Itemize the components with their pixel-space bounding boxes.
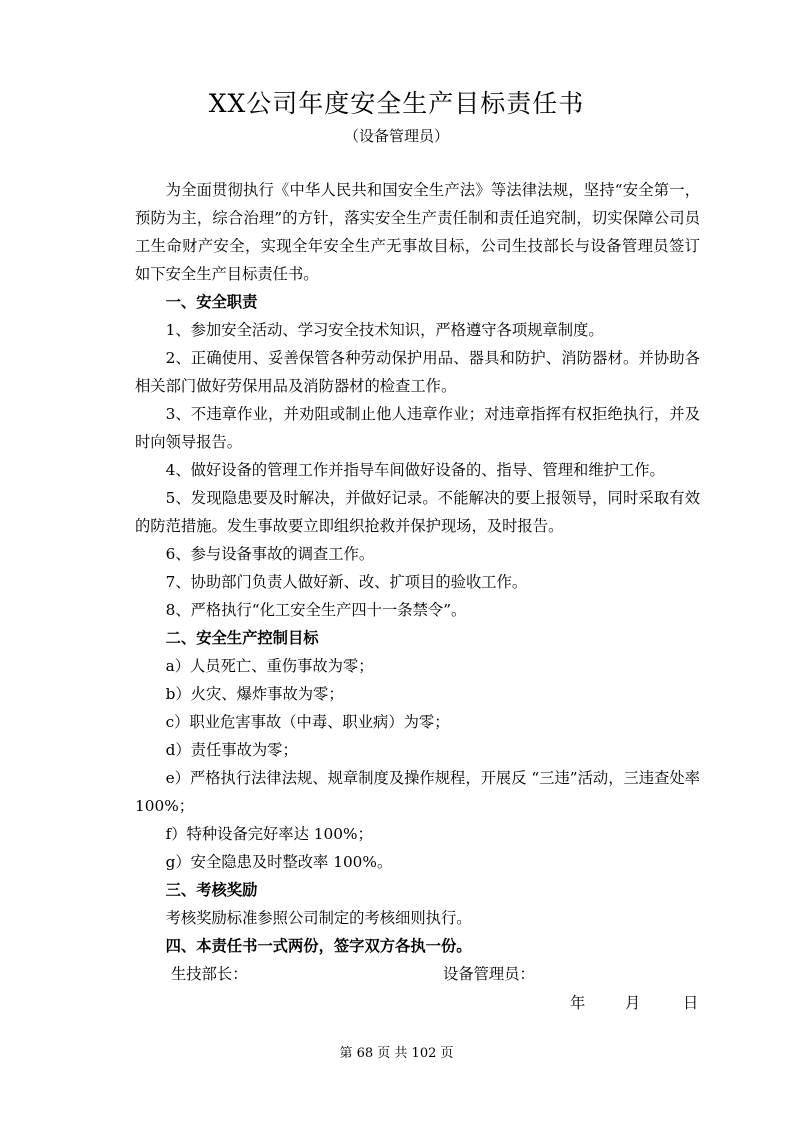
intro-paragraph: 为全面贯彻执行《中华人民共和国安全生产法》等法律法规，坚持“安全第一，预防为主，综合治理”的方针，落实安全生产责任制和责任追究制，切实保障公司员工生命财产安全，实现全年安全生产无事故目标，公司生技部长与设备管理员签订如下安全生产目标责任书。: [135, 181, 700, 283]
section-heading-targets: 二、安全生产控制目标: [165, 629, 319, 647]
duty-item: 1、参加安全活动、学习安全技术知识，严格遵守各项规章制度。: [165, 321, 604, 339]
section-heading-duties: 一、安全职责: [165, 293, 258, 311]
target-item: g）安全隐患及时整改率 100%。: [165, 853, 393, 871]
date-year-label: 年: [570, 994, 586, 1012]
duty-item: 2、正确使用、妥善保管各种劳动保护用品、器具和防护、消防器材。并协助各相关部门做好劳保用品及消防器材的检查工作。: [135, 349, 700, 395]
duty-item: 5、发现隐患要及时解决，并做好记录。不能解决的要上报领导，同时采取有效的防范措施。发生事故要立即组织抢救并保护现场，及时报告。: [135, 489, 700, 535]
section-heading-rewards: 三、考核奖励: [165, 881, 258, 899]
signature-right-label: 设备管理员：: [443, 965, 535, 983]
duty-item: 6、参与设备事故的调查工作。: [165, 545, 375, 563]
rewards-text: 考核奖励标准参照公司制定的考核细则执行。: [165, 909, 472, 927]
target-item: f）特种设备完好率达 100%；: [165, 825, 373, 843]
signature-row: [135, 962, 700, 990]
document-title: XX公司年度安全生产目标责任书: [208, 89, 585, 118]
page-footer: 第 68 页 共 102 页: [339, 1046, 454, 1061]
date-row: [135, 991, 700, 1019]
document-body: [135, 176, 700, 960]
target-item: b）火灾、爆炸事故为零；: [165, 685, 344, 703]
target-item: a）人员死亡、重伤事故为零；: [165, 657, 374, 675]
document-subtitle: （设备管理员）: [343, 127, 449, 145]
date-month-label: 月: [625, 994, 641, 1012]
target-item: e）严格执行法律法规、规章制度及操作规程，开展反 “三违”活动，三违查处率 100%；: [135, 769, 700, 815]
signature-left-label: 生技部长：: [171, 965, 248, 983]
duty-item: 3、不违章作业，并劝阻或制止他人违章作业；对违章指挥有权拒绝执行，并及时向领导报告。: [135, 405, 700, 451]
duty-item: 8、严格执行“化工安全生产四十一条禁令”。: [165, 601, 467, 619]
section-heading-copies: 四、本责任书一式两份，签字双方各执一份。: [165, 937, 472, 955]
duty-item: 4、做好设备的管理工作并指导车间做好设备的、指导、管理和维护工作。: [165, 461, 665, 479]
target-item: d）责任事故为零；: [165, 741, 298, 759]
duty-item: 7、协助部门负责人做好新、改、扩项目的验收工作。: [165, 573, 528, 591]
target-item: c）职业危害事故（中毒、职业病）为零；: [165, 713, 450, 731]
date-day-label: 日: [683, 994, 699, 1012]
